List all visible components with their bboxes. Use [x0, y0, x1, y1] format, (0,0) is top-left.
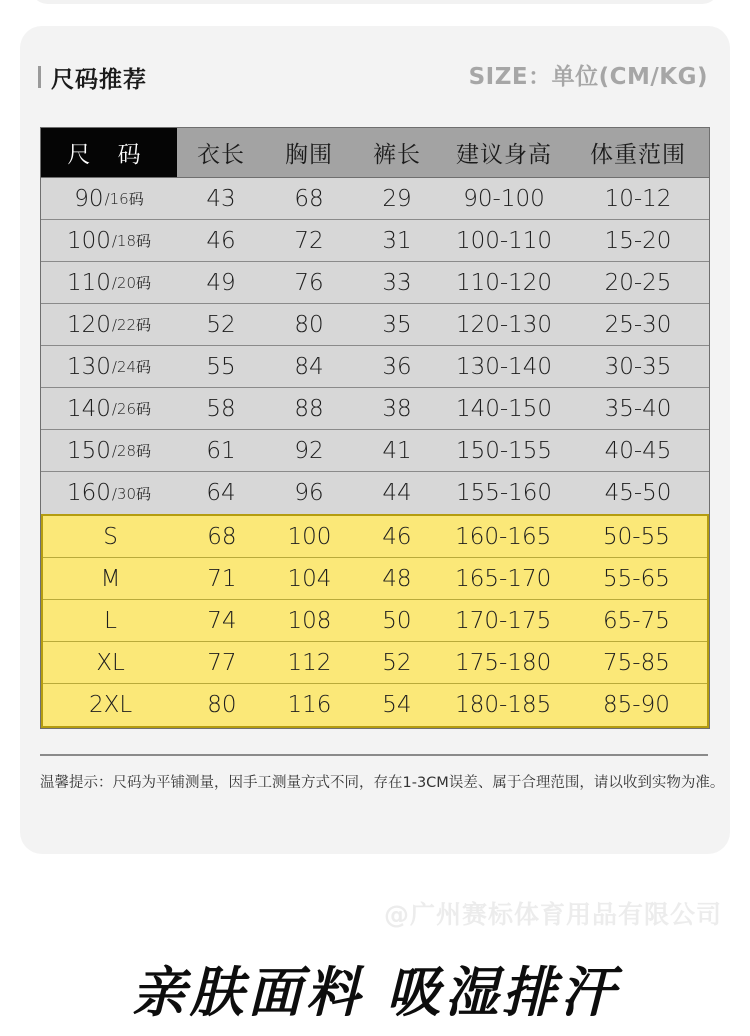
- pants-cell: 46: [353, 516, 440, 557]
- height-cell: 130-140: [441, 346, 567, 387]
- table-row: [41, 430, 709, 472]
- table-row: [41, 388, 709, 430]
- table-row: [41, 472, 709, 514]
- size-code: /28码: [111, 442, 152, 460]
- size-cell: 2XL: [43, 684, 178, 726]
- size-cell: [41, 262, 177, 303]
- pants-cell: 52: [353, 642, 440, 683]
- weight-cell: 85-90: [566, 684, 707, 726]
- pants-cell: 44: [353, 472, 441, 514]
- size-code: /24码: [111, 358, 152, 376]
- size-table: [40, 127, 710, 729]
- pants-cell: 36: [353, 346, 441, 387]
- size-value: 160: [66, 480, 111, 506]
- chest-cell: 76: [265, 262, 353, 303]
- table-row: [41, 178, 709, 220]
- pants-cell: 35: [353, 304, 441, 345]
- size-value: 100: [66, 227, 111, 254]
- pants-cell: 50: [353, 600, 440, 641]
- pants-cell: 54: [353, 684, 440, 726]
- height-cell: 120-130: [441, 304, 567, 345]
- title-accent-bar: [38, 66, 41, 88]
- length-cell: 77: [178, 642, 265, 683]
- chest-cell: 116: [266, 684, 353, 726]
- length-cell: 61: [177, 430, 265, 471]
- size-cell: XL: [43, 642, 178, 683]
- header-pants: 裤长: [373, 142, 421, 168]
- chest-cell: 100: [266, 516, 353, 557]
- table-row: [41, 262, 709, 304]
- header-chest: 胸围: [285, 142, 333, 168]
- chest-cell: 112: [266, 642, 353, 683]
- size-cell: [41, 430, 177, 471]
- header-height: 建议身高: [456, 142, 552, 168]
- table-row: [41, 220, 709, 262]
- table-row: [43, 600, 707, 642]
- chest-cell: 84: [265, 346, 353, 387]
- header-length: 衣长: [197, 142, 245, 168]
- pants-cell: 48: [353, 558, 440, 599]
- height-cell: 140-150: [441, 388, 567, 429]
- size-value: 90: [74, 185, 104, 212]
- size-cell: [41, 178, 177, 219]
- previous-card-edge: [30, 0, 720, 4]
- header-size: 尺 码: [41, 128, 177, 177]
- table-row: [41, 346, 709, 388]
- length-cell: 74: [178, 600, 265, 641]
- size-cell: L: [43, 600, 178, 641]
- length-cell: 46: [177, 220, 265, 261]
- table-row: [43, 558, 707, 600]
- size-cell: [41, 472, 177, 514]
- height-cell: 165-170: [441, 558, 566, 599]
- size-code: /30码: [111, 484, 152, 503]
- divider: [40, 754, 708, 756]
- weight-cell: 45-50: [567, 472, 709, 514]
- height-cell: 90-100: [441, 178, 567, 219]
- pants-cell: 29: [353, 178, 441, 219]
- size-cell: [41, 304, 177, 345]
- size-code: /22码: [111, 316, 152, 334]
- chest-cell: 104: [266, 558, 353, 599]
- chest-cell: 80: [265, 304, 353, 345]
- adult-size-group: [41, 514, 709, 728]
- weight-cell: 10-12: [567, 178, 709, 219]
- weight-cell: 55-65: [566, 558, 707, 599]
- size-cell: M: [43, 558, 178, 599]
- size-value: 110: [66, 269, 111, 296]
- kids-size-group: [41, 178, 709, 514]
- length-cell: 71: [178, 558, 265, 599]
- weight-cell: 75-85: [566, 642, 707, 683]
- pants-cell: 31: [353, 220, 441, 261]
- height-cell: 175-180: [441, 642, 566, 683]
- section-title-text: 尺码推荐: [51, 66, 147, 93]
- size-cell: [41, 388, 177, 429]
- weight-cell: 15-20: [567, 220, 709, 261]
- weight-cell: 65-75: [566, 600, 707, 641]
- size-code: /20码: [111, 274, 152, 292]
- table-row: [43, 642, 707, 684]
- weight-cell: 35-40: [567, 388, 709, 429]
- weight-cell: 30-35: [567, 346, 709, 387]
- length-cell: 52: [177, 304, 265, 345]
- size-code: /16码: [104, 190, 144, 208]
- header-weight: 体重范围: [590, 142, 686, 168]
- weight-cell: 25-30: [567, 304, 709, 345]
- chest-cell: 92: [265, 430, 353, 471]
- table-row: [41, 304, 709, 346]
- size-code: /18码: [111, 232, 152, 250]
- height-cell: 170-175: [441, 600, 566, 641]
- chest-cell: 68: [265, 178, 353, 219]
- pants-cell: 33: [353, 262, 441, 303]
- size-cell: S: [43, 516, 178, 557]
- section-title: [38, 62, 147, 92]
- chest-cell: 96: [265, 472, 353, 514]
- size-value: 150: [66, 437, 111, 464]
- chest-cell: 108: [266, 600, 353, 641]
- size-value: 130: [66, 353, 111, 380]
- length-cell: 58: [177, 388, 265, 429]
- length-cell: 55: [177, 346, 265, 387]
- pants-cell: 41: [353, 430, 441, 471]
- watermark: @广州赛标体育用品有限公司: [383, 900, 722, 929]
- height-cell: 100-110: [441, 220, 567, 261]
- table-row: [43, 516, 707, 558]
- height-cell: 180-185: [441, 684, 566, 726]
- length-cell: 68: [178, 516, 265, 557]
- height-cell: 110-120: [441, 262, 567, 303]
- length-cell: 80: [178, 684, 265, 726]
- length-cell: 64: [177, 472, 265, 514]
- weight-cell: 20-25: [567, 262, 709, 303]
- measurement-note: 温馨提示：尺码为平铺测量，因手工测量方式不同，存在1-3CM误差、属于合理范围，请以收到实物为准。: [40, 775, 725, 791]
- chest-cell: 72: [265, 220, 353, 261]
- size-code: /26码: [111, 400, 152, 418]
- length-cell: 43: [177, 178, 265, 219]
- chest-cell: 88: [265, 388, 353, 429]
- table-header: [41, 128, 709, 178]
- table-row: [43, 684, 707, 726]
- size-value: 140: [66, 395, 111, 422]
- size-value: 120: [66, 311, 111, 338]
- size-cell: [41, 346, 177, 387]
- height-cell: 160-165: [441, 516, 566, 557]
- weight-cell: 40-45: [567, 430, 709, 471]
- height-cell: 155-160: [441, 472, 567, 514]
- unit-label: SIZE：单位(CM/KG): [468, 64, 708, 90]
- height-cell: 150-155: [441, 430, 567, 471]
- slogan: 亲肤面料 吸湿排汗: [131, 961, 619, 1024]
- length-cell: 49: [177, 262, 265, 303]
- pants-cell: 38: [353, 388, 441, 429]
- weight-cell: 50-55: [566, 516, 707, 557]
- size-cell: [41, 220, 177, 261]
